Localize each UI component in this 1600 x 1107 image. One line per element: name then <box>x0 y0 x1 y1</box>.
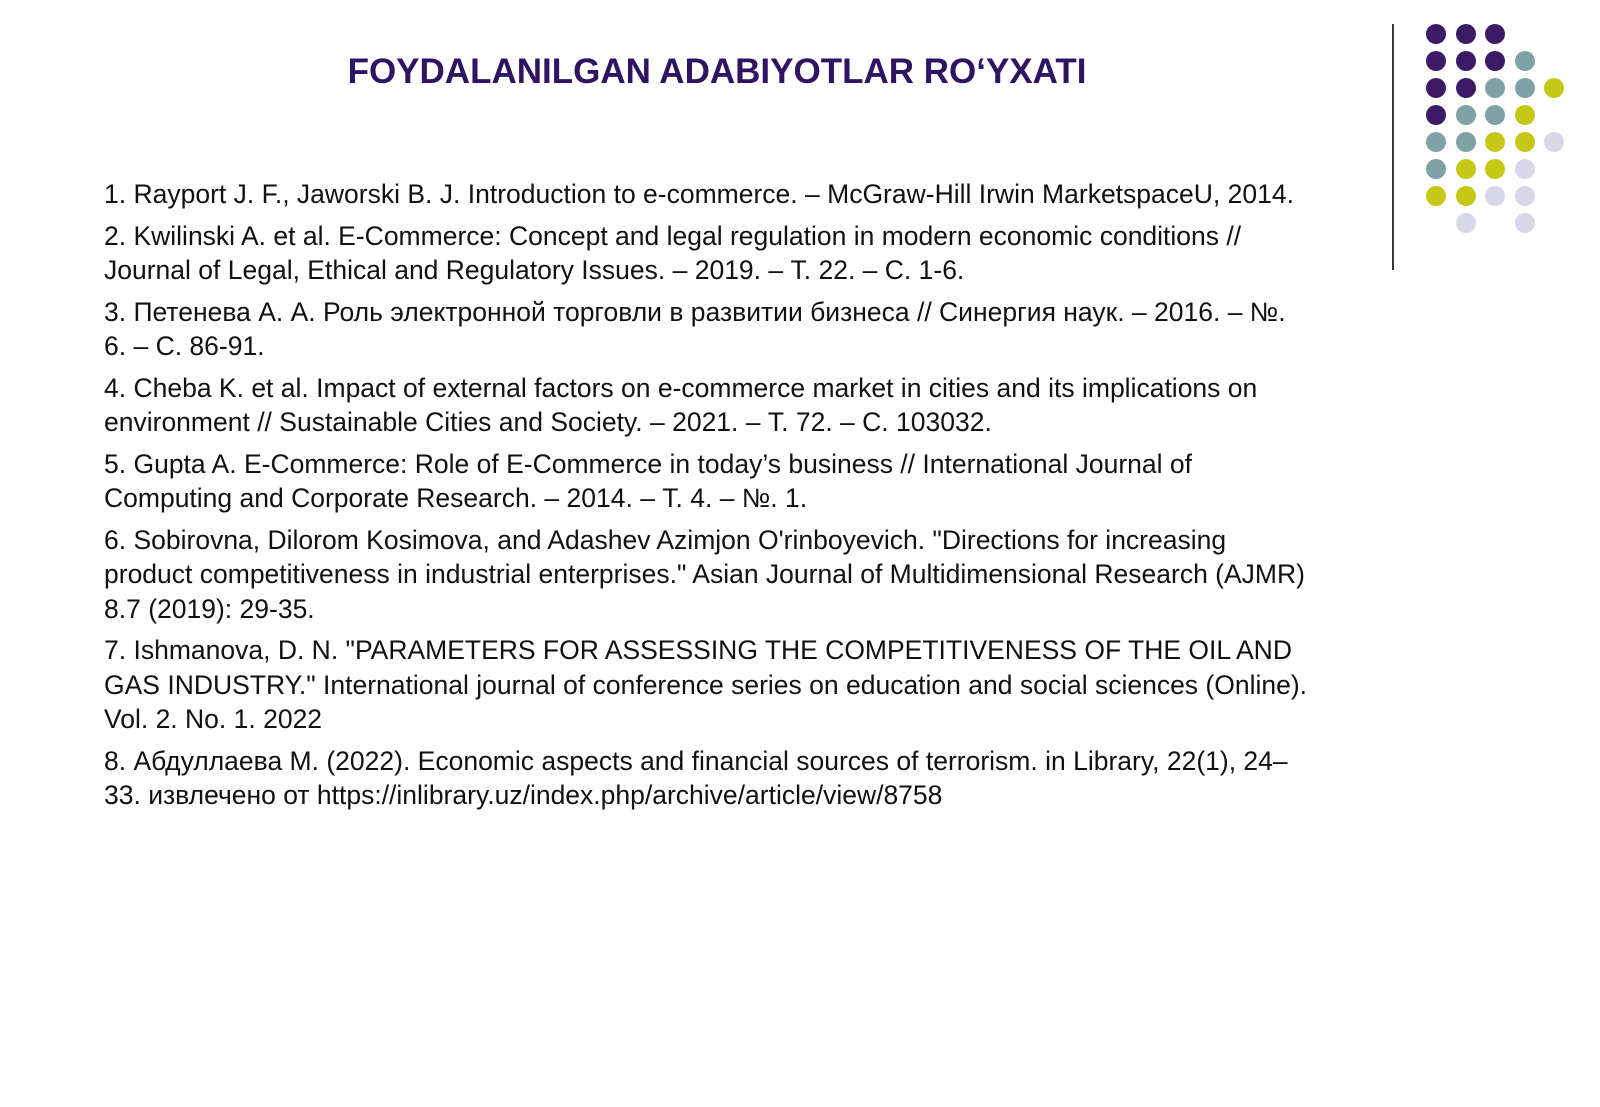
decorative-dot <box>1456 159 1476 179</box>
slide-title: FOYDALANILGAN ADABIYOTLAR RO‘YXATI <box>347 52 1087 91</box>
decorative-dot <box>1485 105 1505 125</box>
decorative-dot <box>1485 51 1505 71</box>
reference-item: 2. Kwilinski A. et al. E-Commerce: Concept and legal regulation in modern economic conditions // Journal of Legal, Ethical and Regulatory Issues. – 2019. – Т. 22. – С. 1-6. <box>104 220 1242 285</box>
decorative-dot <box>1426 159 1446 179</box>
decorative-dot <box>1515 159 1535 179</box>
decorative-dot <box>1426 105 1446 125</box>
decorative-dot <box>1485 78 1505 98</box>
decorative-dot <box>1456 105 1476 125</box>
decorative-dot <box>1456 78 1476 98</box>
decorative-dot <box>1515 213 1535 233</box>
decorative-dot <box>1515 132 1535 152</box>
decorative-dot <box>1485 132 1505 152</box>
reference-item: 6. Sobirovna, Dilorom Kosimova, and Adashev Azimjon O'rinboyevich. "Directions for increasing product competitiveness in industrial enterprises." Asian Journal of Multidimensional Research (AJMR) 8.7 (2019): 29-35. <box>104 524 1305 624</box>
decorative-dot <box>1426 24 1446 44</box>
decorative-dot <box>1485 186 1505 206</box>
reference-item: 1. Rayport J. F., Jaworski B. J. Introduction to e-commerce. – McGraw-Hill Irwin MarketspaceU, 2014. <box>104 179 1294 209</box>
decorative-dot <box>1515 78 1535 98</box>
decorative-dot <box>1456 51 1476 71</box>
decorative-dot <box>1515 105 1535 125</box>
reference-item: 7. Ishmanova, D. N. "PARAMETERS FOR ASSESSING THE COMPETITIVENESS OF THE OIL AND GAS INDUSTRY." International journal of conference series on education and social sciences (Online). Vol. 2. No. 1. 2022 <box>104 635 1308 734</box>
decorative-dot <box>1456 132 1476 152</box>
reference-item: 8. Абдуллаева М. (2022). Economic aspects and financial sources of terrorism. in Library, 22(1), 24– 33. извлечено от https://inlibrary.uz/index.php/archive/article/view/8758 <box>104 745 1288 810</box>
decorative-dot <box>1426 186 1446 206</box>
decorative-dot <box>1426 132 1446 152</box>
decorative-dot <box>1485 24 1505 44</box>
reference-item: 3. Петенева А. А. Роль электронной торговли в развитии бизнеса // Синергия наук. – 2016. – №. 6. – С. 86-91. <box>104 296 1286 361</box>
reference-item: 4. Cheba K. et al. Impact of external factors on e-commerce market in cities and its implications on environment // Sustainable Cities and Society. – 2021. – Т. 72. – С. 103032. <box>104 372 1258 437</box>
decorative-dot <box>1456 213 1476 233</box>
decorative-dot <box>1485 159 1505 179</box>
decorative-dot <box>1544 78 1564 98</box>
decorative-dot <box>1456 24 1476 44</box>
reference-list <box>104 177 1424 820</box>
decorative-dot <box>1515 186 1535 206</box>
decorative-dot <box>1544 132 1564 152</box>
decorative-dot <box>1456 186 1476 206</box>
decorative-dot <box>1515 51 1535 71</box>
reference-item: 5. Gupta A. E-Commerce: Role of E-Commerce in today’s business // International Journal of Computing and Corporate Research. – 2014. – Т. 4. – №. 1. <box>104 448 1192 513</box>
